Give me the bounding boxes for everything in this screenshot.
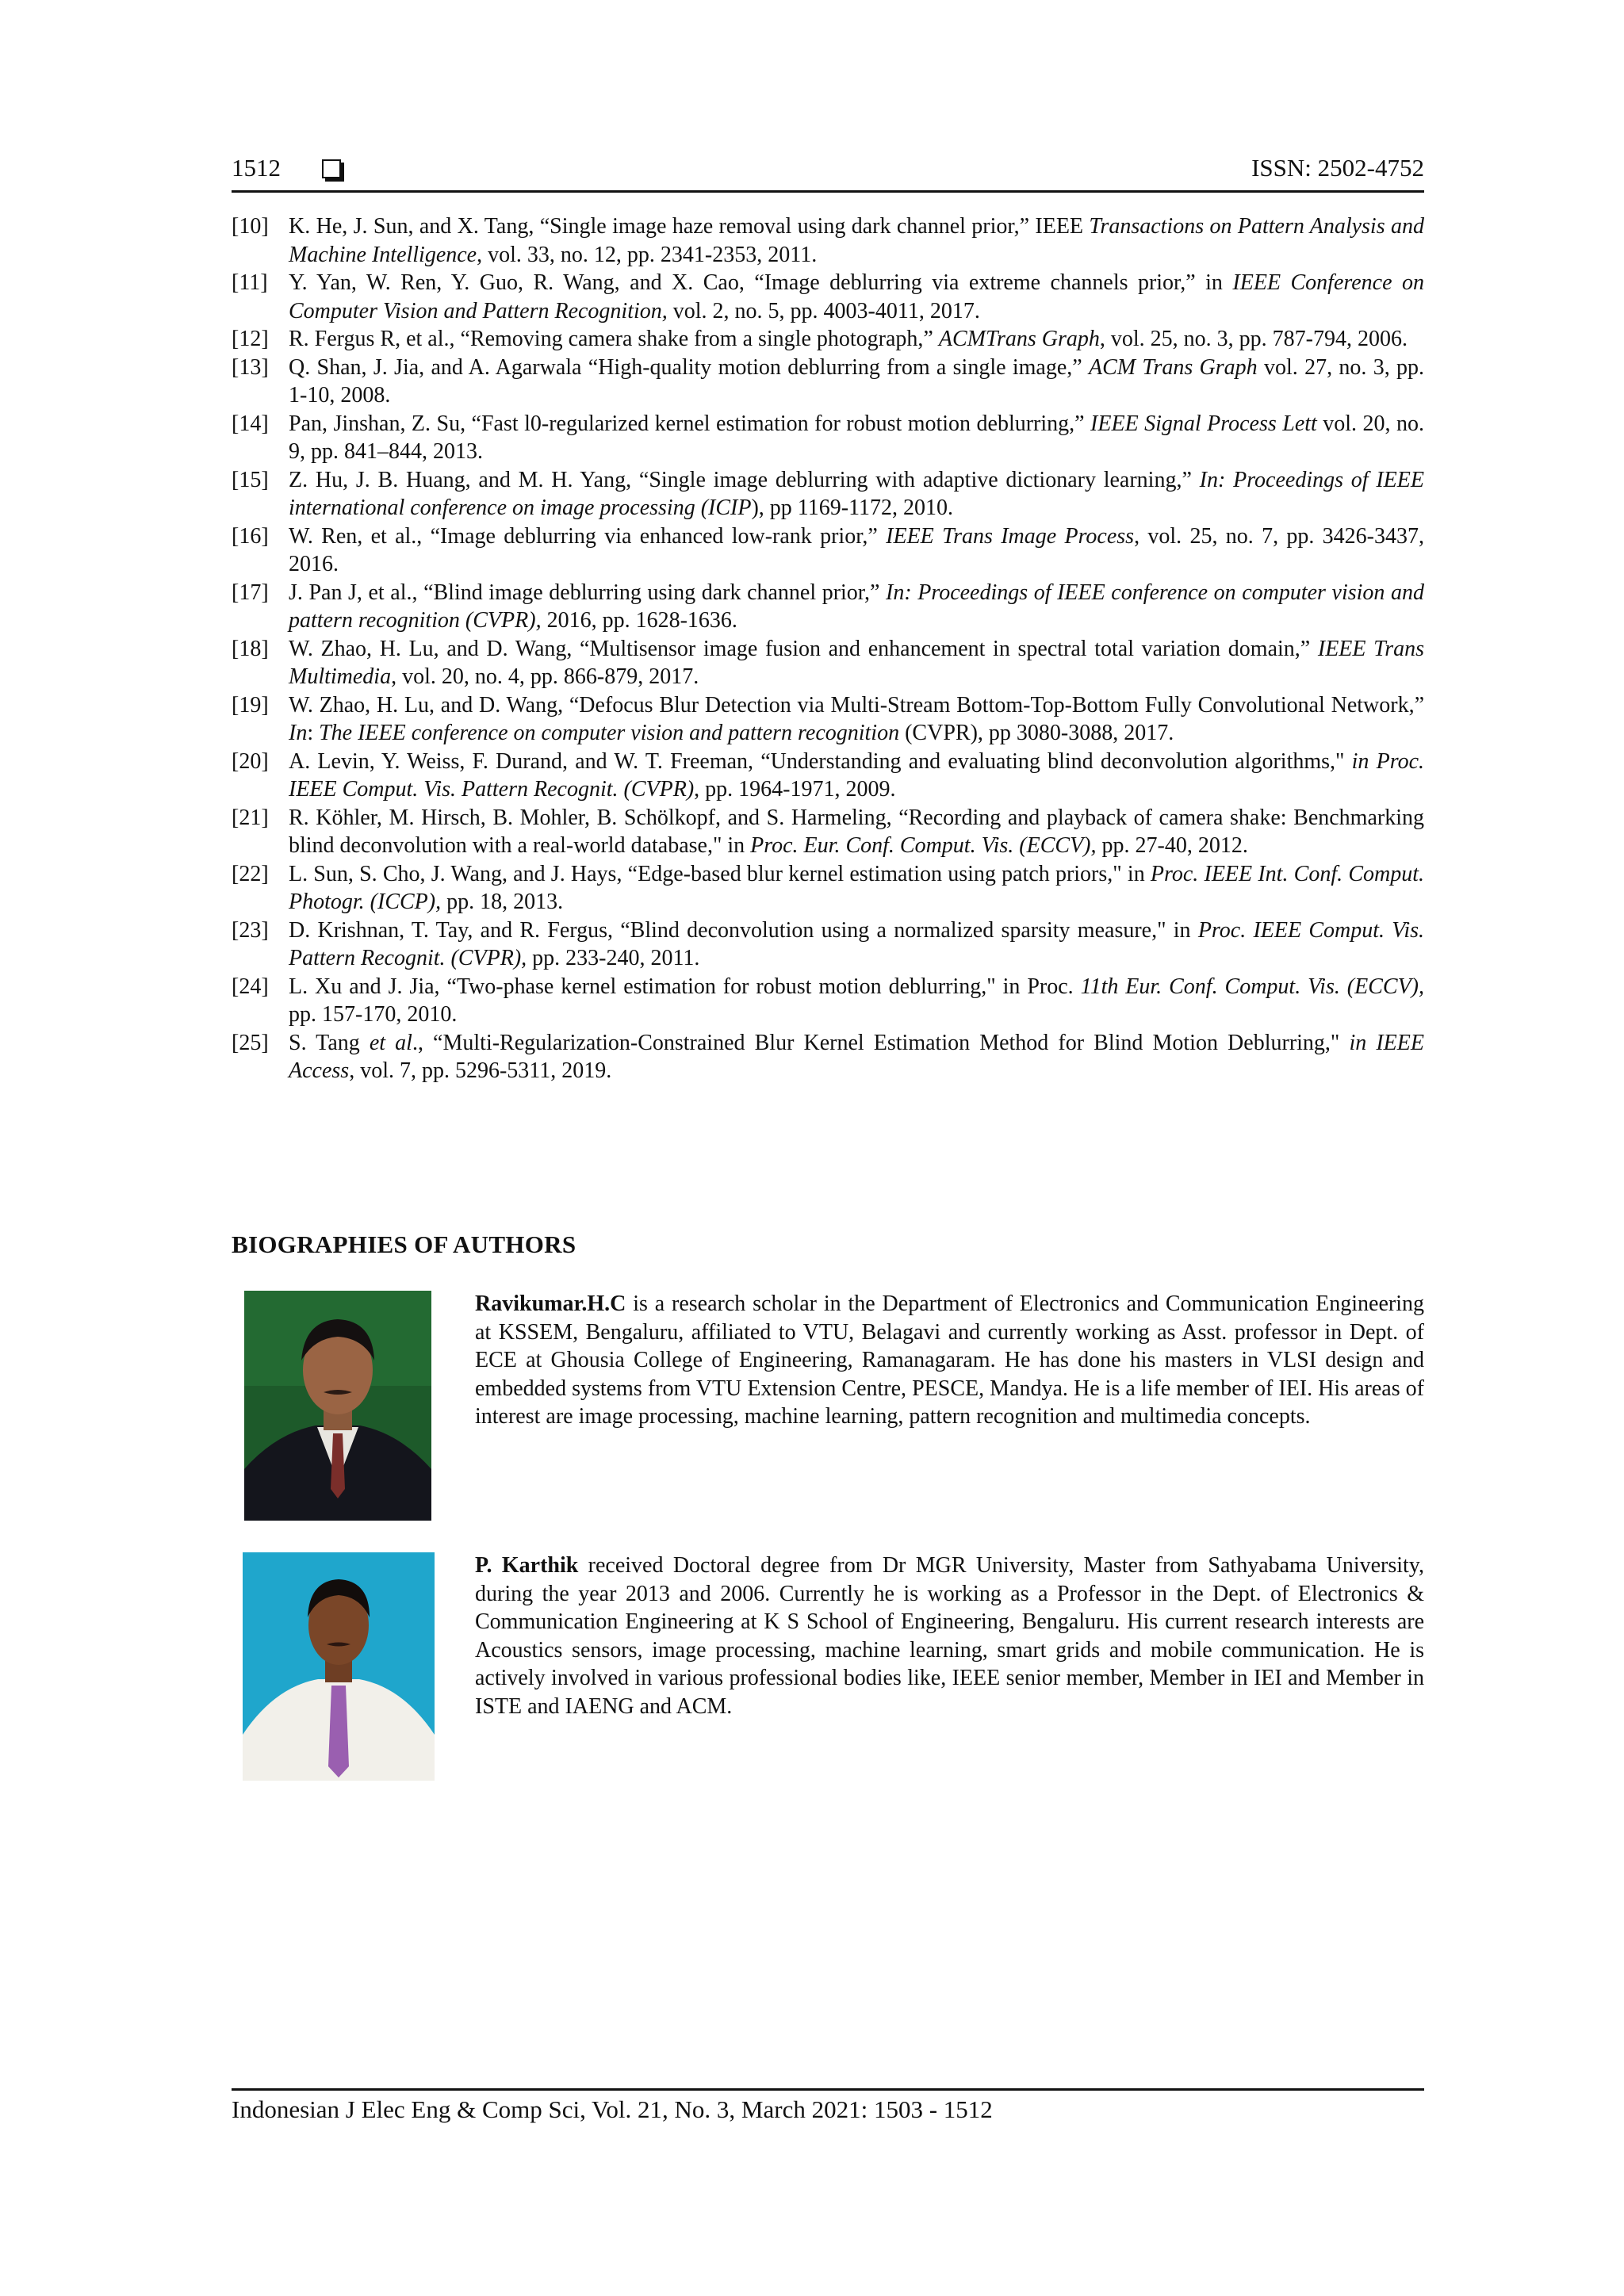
reference-text	[289, 916, 1424, 973]
reference-italic-text: In: Proceedings of IEEE international conference on image processing (ICIP	[289, 467, 1424, 520]
reference-plain-text: , pp. 1964-1971, 2009.	[694, 777, 896, 802]
journal-citation-footer: Indonesian J Elec Eng & Comp Sci, Vol. 21, No. 3, March 2021: 1503 - 1512	[232, 2095, 993, 2123]
reference-text	[289, 410, 1424, 466]
reference-number: [21]	[232, 805, 269, 830]
reference-italic-text: Proc. IEEE Comput. Vis. Pattern Recognit. (CVPR),	[289, 917, 1424, 970]
reference-list	[232, 212, 1424, 1085]
reference-text	[289, 212, 1424, 269]
reference-italic-text: The IEEE conference on computer vision and pattern recognition	[319, 721, 900, 745]
reference-plain-text: W. Zhao, H. Lu, and D. Wang, “Defocus Blur Detection via Multi-Stream Bottom-Top-Bottom Fully Convolutional Network,”	[289, 692, 1424, 718]
reference-text	[289, 860, 1424, 916]
reference-plain-text: pp. 157-170, 2010.	[289, 1002, 458, 1027]
reference-italic-text: et al	[369, 1030, 412, 1055]
reference-plain-text: S. Tang	[289, 1030, 370, 1055]
reference-italic-text: ACMTrans Graph	[938, 327, 1100, 351]
reference-plain-text: W. Ren, et al., “Image deblurring via enhanced low-rank prior,”	[289, 523, 887, 549]
author-photo-karthik	[243, 1552, 435, 1781]
reference-italic-text: in IEEE Access	[289, 1030, 1424, 1083]
reference-italic-text: IEEE Trans Multimedia	[289, 636, 1424, 689]
reference-number: [20]	[232, 748, 269, 774]
reference-plain-text: K. He, J. Sun, and X. Tang, “Single image haze removal using dark channel prior,” IEEE	[289, 214, 1090, 239]
square-bullet-icon	[322, 159, 341, 178]
reference-entry	[232, 1029, 1424, 1085]
reference-number: [10]	[232, 214, 269, 239]
reference-text	[289, 579, 1424, 635]
reference-plain-text: L. Xu and J. Jia, “Two-phase kernel estimation for robust motion deblurring," in Proc.	[289, 974, 1081, 999]
reference-text	[289, 325, 1424, 354]
reference-plain-text: Y. Yan, W. Ren, Y. Guo, R. Wang, and X. Cao, “Image deblurring via extreme channels prior,” in	[289, 270, 1233, 295]
reference-plain-text: :	[307, 721, 320, 745]
reference-number: [11]	[232, 270, 268, 295]
footer-rule	[232, 2088, 1424, 2091]
reference-plain-text: W. Zhao, H. Lu, and D. Wang, “Multisensor image fusion and enhancement in spectral total variation domain,”	[289, 636, 1318, 661]
reference-plain-text: , vol. 33, no. 12, pp. 2341-2353, 2011.	[477, 242, 818, 267]
reference-entry	[232, 522, 1424, 579]
header-rule	[232, 190, 1424, 193]
reference-plain-text: , vol. 25, no. 7, pp. 3426-3437, 2016.	[289, 523, 1425, 576]
reference-entry	[232, 466, 1424, 522]
reference-plain-text: R. Köhler, M. Hirsch, B. Mohler, B. Schölkopf, and S. Harmeling, “Recording and playback of camera shake: Benchmarking blind deconvolution with a real-world database," in	[289, 805, 1424, 858]
reference-plain-text: A. Levin, Y. Weiss, F. Durand, and W. T. Freeman, “Understanding and evaluating blind deconvolution algorithms,"	[289, 748, 1352, 774]
reference-italic-text: Proc. IEEE Int. Conf. Comput. Photogr. (ICCP),	[289, 861, 1424, 914]
reference-number: [16]	[232, 523, 269, 549]
reference-plain-text: R. Fergus R, et al., “Removing camera shake from a single photograph,”	[289, 327, 939, 351]
reference-text	[289, 748, 1424, 804]
reference-entry	[232, 635, 1424, 691]
reference-plain-text: (CVPR), pp 3080-3088, 2017.	[899, 721, 1174, 745]
reference-text	[289, 522, 1424, 579]
reference-entry	[232, 916, 1424, 973]
reference-number: [23]	[232, 917, 269, 943]
reference-number: [18]	[232, 636, 269, 661]
reference-plain-text: pp. 27-40, 2012.	[1096, 833, 1248, 858]
reference-plain-text: vol. 27, no. 3, pp. 1-10, 2008.	[289, 354, 1425, 408]
reference-plain-text: Pan, Jinshan, Z. Su, “Fast l0-regularized kernel estimation for robust motion deblurring,”	[289, 411, 1091, 436]
reference-text	[289, 466, 1424, 522]
reference-italic-text: IEEE Conference on Computer Vision and Pattern Recognition,	[289, 270, 1424, 323]
reference-plain-text: vol. 20, no. 9, pp. 841–844, 2013.	[289, 411, 1424, 464]
reference-text	[289, 1029, 1424, 1085]
reference-text	[289, 973, 1424, 1029]
reference-number: [17]	[232, 580, 269, 605]
issn-label: ISSN: 2502-4752	[1251, 154, 1424, 182]
reference-number: [14]	[232, 411, 269, 436]
biographies-heading: BIOGRAPHIES OF AUTHORS	[232, 1230, 576, 1258]
reference-italic-text: ACM Trans Graph	[1089, 354, 1258, 380]
reference-italic-text: IEEE Trans Image Process	[886, 523, 1135, 549]
reference-entry	[232, 354, 1424, 410]
reference-text	[289, 354, 1424, 410]
reference-plain-text: , vol. 7, pp. 5296-5311, 2019.	[349, 1058, 612, 1083]
reference-number: [13]	[232, 354, 269, 380]
reference-text	[289, 691, 1424, 748]
reference-plain-text: pp. 18, 2013.	[441, 890, 564, 914]
reference-number: [12]	[232, 327, 269, 351]
reference-text	[289, 804, 1424, 860]
reference-italic-text: in Proc. IEEE Comput. Vis. Pattern Recognit. (CVPR)	[289, 748, 1424, 802]
reference-italic-text: In	[289, 721, 308, 745]
reference-number: [25]	[232, 1030, 269, 1055]
reference-text	[289, 635, 1424, 691]
reference-entry	[232, 410, 1424, 466]
reference-italic-text: 11th Eur. Conf. Comput. Vis. (ECCV),	[1080, 974, 1425, 999]
author-name: Ravikumar.H.C	[475, 1292, 626, 1316]
reference-plain-text: D. Krishnan, T. Tay, and R. Fergus, “Blind deconvolution using a normalized sparsity measure," in	[289, 917, 1198, 943]
reference-entry	[232, 860, 1424, 916]
reference-entry	[232, 748, 1424, 804]
author-bio-karthik	[475, 1552, 1424, 1720]
reference-plain-text: ), pp 1169-1172, 2010.	[751, 496, 954, 520]
reference-number: [22]	[232, 861, 269, 886]
reference-plain-text: ., “Multi-Regularization-Constrained Blur Kernel Estimation Method for Blind Motion Deblurring,"	[412, 1030, 1350, 1055]
author-bio-text: is a research scholar in the Department of Electronics and Communication Engineering at KSSEM, Bengaluru, affiliated to VTU, Belagavi and currently working as Asst. professor in Dept. of ECE at Ghousia College of Engineering, Ramanagaram. He has done his masters in VLSI design and embedded systems from VTU Extension Centre, PESCE, Mandya. He is a life member of IEI. His areas of interest are image processing, machine learning, pattern recognition and multimedia concepts.	[475, 1292, 1424, 1429]
author-bio-ravikumar	[475, 1290, 1424, 1431]
reference-italic-text: IEEE Signal Process Lett	[1090, 411, 1317, 436]
reference-entry	[232, 325, 1424, 354]
reference-italic-text: Transactions on Pattern Analysis and Machine Intelligence	[289, 214, 1424, 267]
page-header	[232, 152, 1424, 192]
author-photo-ravikumar	[244, 1291, 431, 1521]
reference-plain-text: vol. 2, no. 5, pp. 4003-4011, 2017.	[667, 298, 980, 323]
author-bio-text: received Doctoral degree from Dr MGR University, Master from Sathyabama University, during the year 2013 and 2006. Currently he is working as a Professor in the Dept. of Electronics & Communication Engineering at K S School of Engineering, Bengaluru. His current research interests are Acoustics sensors, image processing, machine learning, smart grids and mobile communication. He is actively involved in various professional bodies like, IEEE senior member, Member in IEI and Member in ISTE and IAENG and ACM.	[475, 1553, 1424, 1719]
reference-entry	[232, 804, 1424, 860]
page-number: 1512	[232, 154, 281, 182]
reference-plain-text: 2016, pp. 1628-1636.	[541, 608, 737, 633]
reference-text	[289, 269, 1424, 325]
reference-number: [19]	[232, 692, 269, 718]
reference-entry	[232, 579, 1424, 635]
reference-number: [15]	[232, 467, 269, 492]
reference-entry	[232, 212, 1424, 269]
reference-entry	[232, 269, 1424, 325]
reference-plain-text: J. Pan J, et al., “Blind image deblurring using dark channel prior,”	[289, 580, 887, 605]
reference-number: [24]	[232, 974, 269, 999]
reference-plain-text: , vol. 25, no. 3, pp. 787-794, 2006.	[1099, 327, 1408, 351]
reference-plain-text: L. Sun, S. Cho, J. Wang, and J. Hays, “Edge-based blur kernel estimation using patch priors," in	[289, 861, 1151, 886]
reference-plain-text: Z. Hu, J. B. Huang, and M. H. Yang, “Single image deblurring with adaptive dictionary learning,”	[289, 467, 1200, 492]
reference-entry	[232, 691, 1424, 748]
reference-entry	[232, 973, 1424, 1029]
reference-plain-text: , vol. 20, no. 4, pp. 866-879, 2017.	[391, 664, 699, 689]
reference-italic-text: Proc. Eur. Conf. Comput. Vis. (ECCV),	[750, 833, 1097, 858]
reference-plain-text: Q. Shan, J. Jia, and A. Agarwala “High-quality motion deblurring from a single image,”	[289, 354, 1090, 380]
reference-italic-text: In: Proceedings of IEEE conference on computer vision and pattern recognition (CVPR),	[289, 580, 1424, 633]
author-name: P. Karthik	[475, 1553, 579, 1578]
reference-plain-text: pp. 233-240, 2011.	[527, 946, 700, 970]
